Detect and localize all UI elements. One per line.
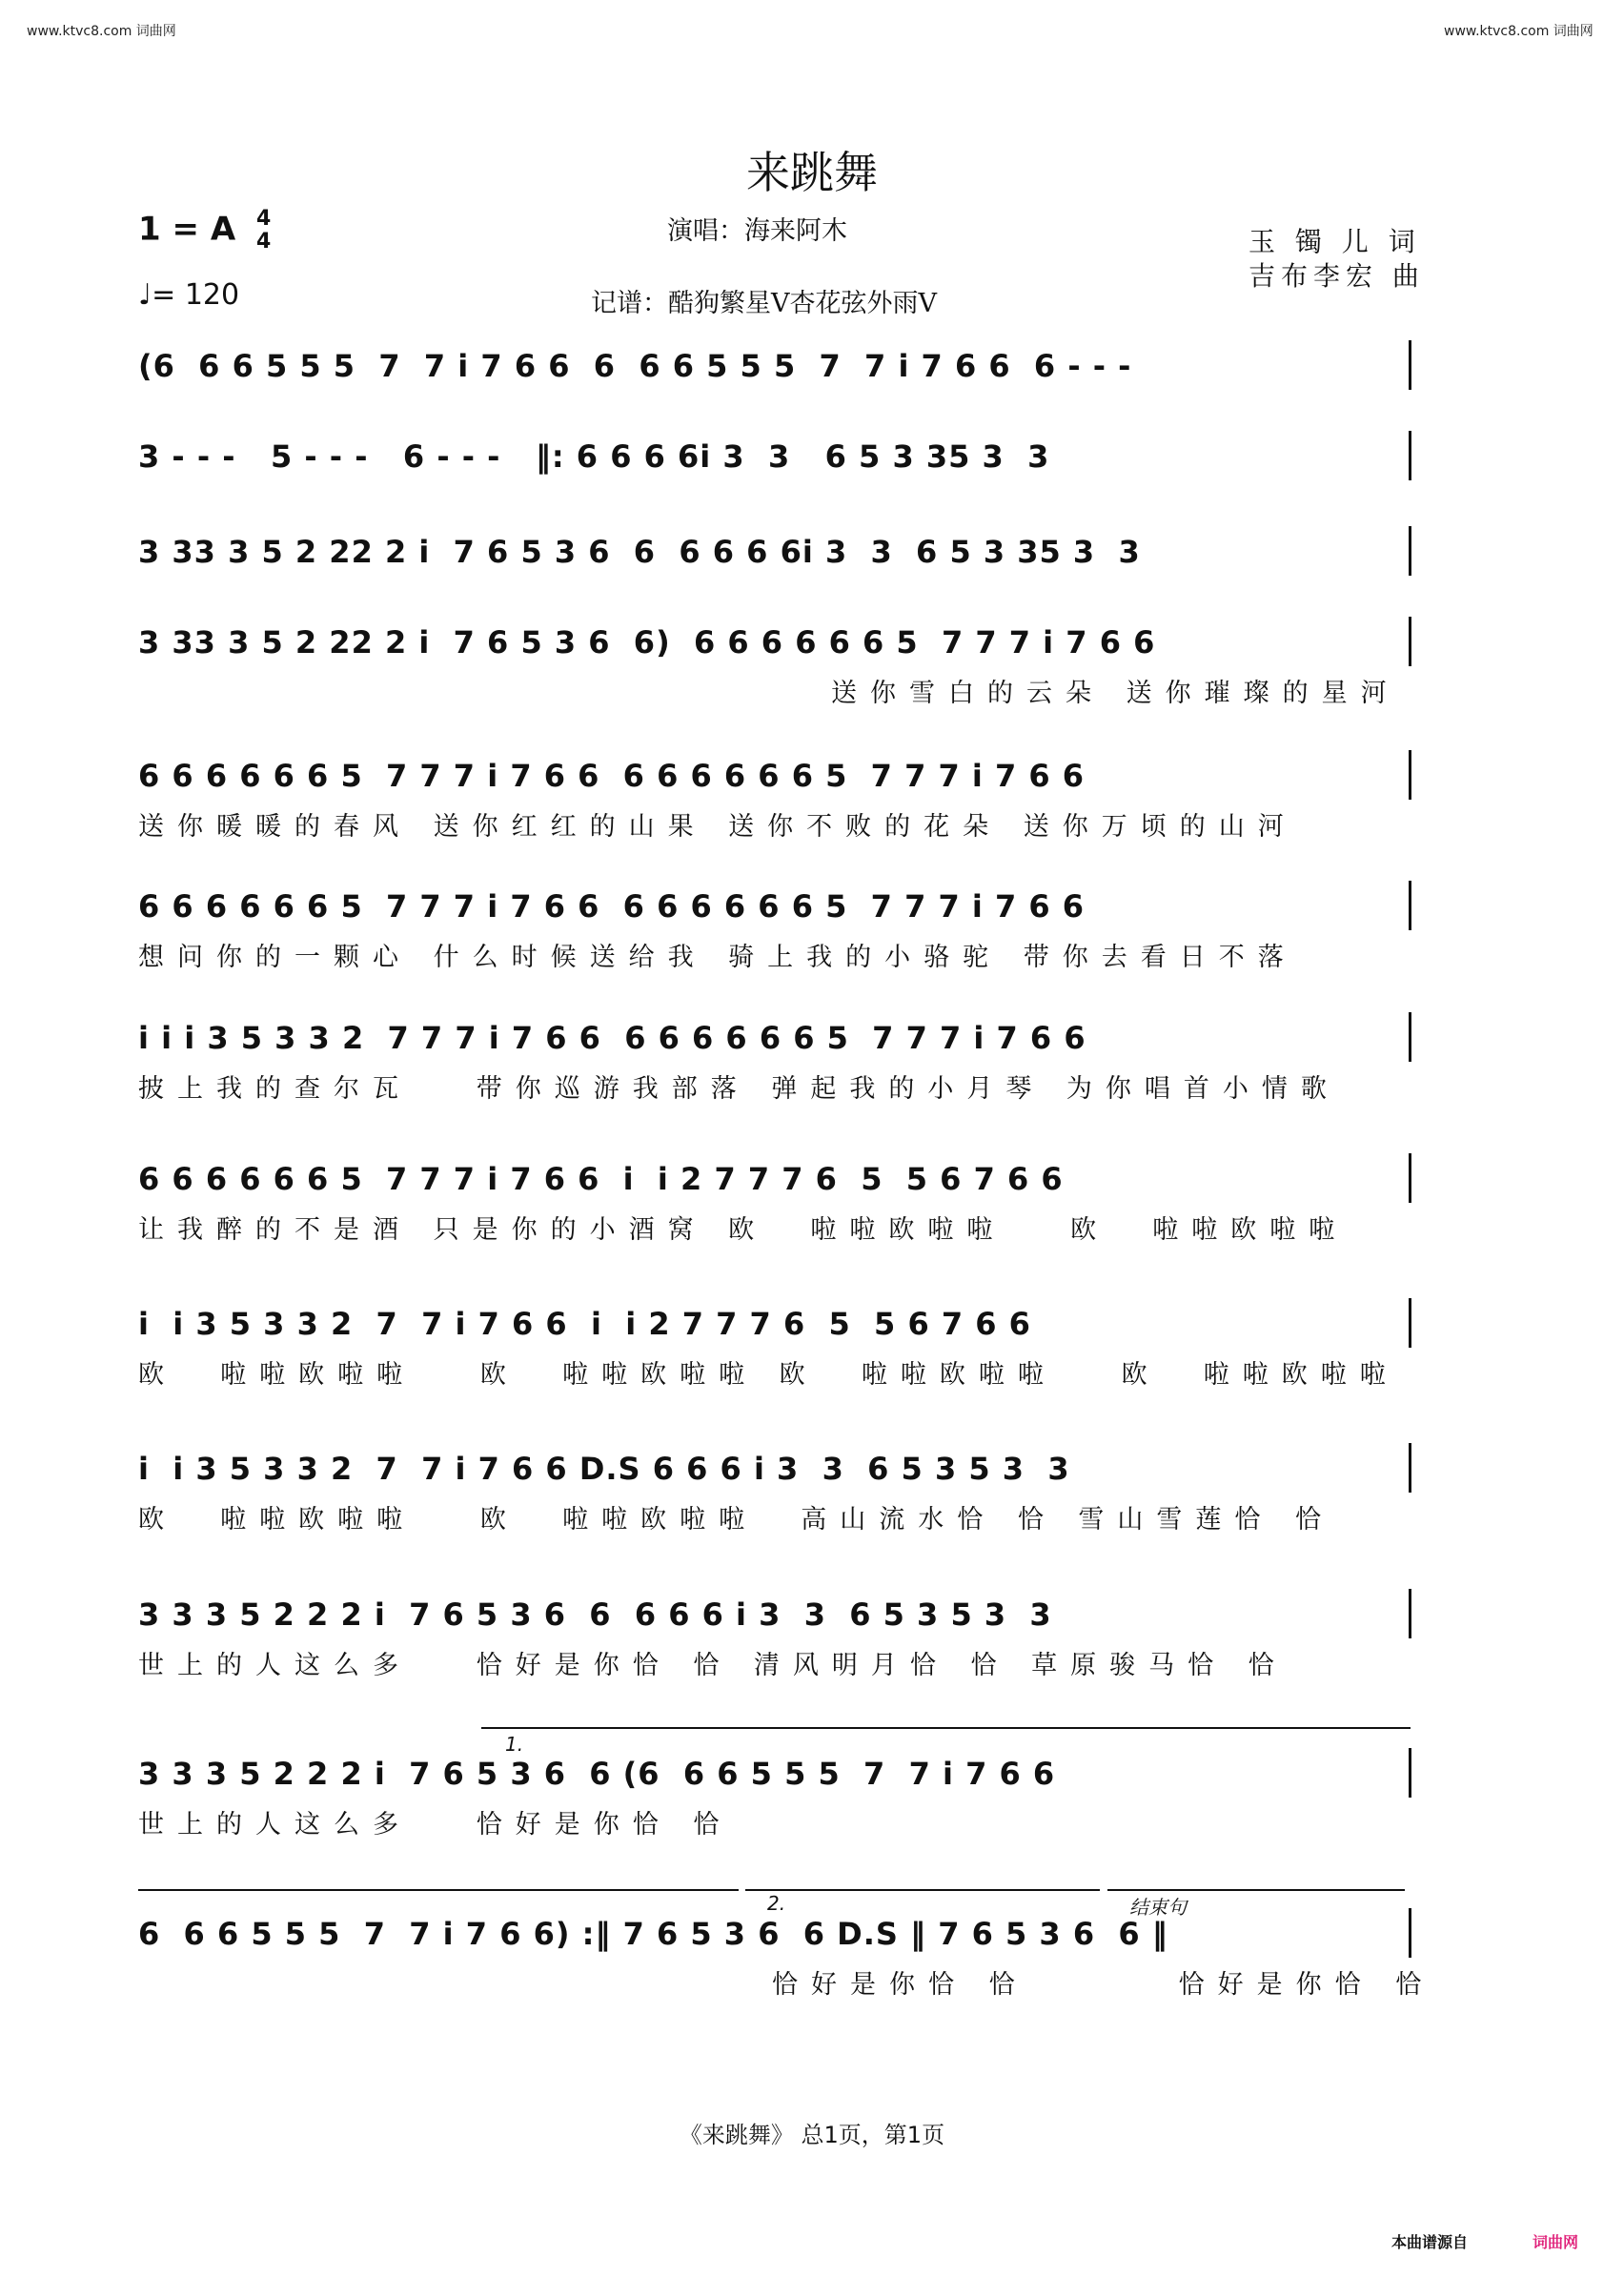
- lyrics-row: 送你暖暖的春风 送你红红的山果 送你不败的花朵 送你万顷的山河: [138, 812, 1297, 842]
- volta-first: 1.: [505, 1733, 524, 1756]
- lyrics-row: 世上的人这么多 恰好是你恰 恰 清风明月恰 恰 草原骏马恰 恰: [138, 1651, 1288, 1680]
- right-watermark-strip: [1609, 38, 1622, 2230]
- lyrics-row: 恰好是你恰 恰 恰好是你恰 恰: [772, 1970, 1435, 2000]
- notes-row: 3 33 3 5 2 22 2 i 7 6 5 3 6 6 6 6 6 6i 3 3 6 5 3 35 3 3: [138, 534, 1141, 570]
- composer-credit: 吉布李宏 曲: [1248, 260, 1425, 292]
- volta-ending-line: [1107, 1889, 1405, 1891]
- lyricist-credit: 玉 镯 儿 词: [1248, 226, 1421, 257]
- lyrics-row: 世上的人这么多 恰好是你恰 恰: [138, 1810, 733, 1840]
- barline: [1409, 340, 1411, 390]
- notes-row: 3 33 3 5 2 22 2 i 7 6 5 3 6 6) 6 6 6 6 6 6 5 7 7 7 i 7 6 6: [138, 624, 1156, 661]
- notes-row: 3 3 3 5 2 2 2 i 7 6 5 3 6 6 (6 6 6 5 5 5 7 7 i 7 6 6: [138, 1756, 1056, 1792]
- barline: [1409, 431, 1411, 480]
- tempo-marking: ♩= 120: [138, 278, 240, 312]
- lyrics-row: 送你雪白的云朵 送你璀璨的星河: [831, 679, 1400, 708]
- notes-row: 6 6 6 5 5 5 7 7 i 7 6 6) :‖ 7 6 5 3 6 6 D.S ‖ 7 6 5 3 6 6 ‖: [138, 1916, 1168, 1952]
- barline: [1409, 881, 1411, 930]
- recorder-credit: 记谱：酷狗繁星V杏花弦外雨V: [591, 289, 937, 318]
- time-signature: [256, 208, 271, 254]
- lyrics-row: 欧 啦啦欧啦啦 欧 啦啦欧啦啦 高山流水恰 恰 雪山雪莲恰 恰: [138, 1505, 1334, 1535]
- lyrics-row: 让我醉的不是酒 只是你的小酒窝 欧 啦啦欧啦啦 欧 啦啦欧啦啦: [138, 1215, 1349, 1245]
- notes-row: 3 3 3 5 2 2 2 i 7 6 5 3 6 6 6 6 6 i 3 3 6 5 3 5 3 3: [138, 1596, 1052, 1633]
- volta-ending: 结束句: [1129, 1896, 1187, 1919]
- lyrics-row: 想问你的一颗心 什么时候送给我 骑上我的小骆驼 带你去看日不落: [138, 943, 1297, 972]
- source-label: 本曲谱源自: [1391, 2233, 1469, 2251]
- barline: [1409, 1443, 1411, 1493]
- lyrics-row: 披上我的查尔瓦 带你巡游我部落 弹起我的小月琴 为你唱首小情歌: [138, 1074, 1340, 1104]
- page-footer: 《来跳舞》 总1页，第1页: [679, 2122, 945, 2148]
- barline: [1409, 526, 1411, 576]
- header-site-left: www.ktvc8.com 词曲网: [27, 24, 176, 39]
- barline: [1409, 1298, 1411, 1348]
- barline: [1409, 1153, 1411, 1203]
- volta-second: 2.: [767, 1892, 786, 1915]
- volta-first-line: [481, 1727, 1411, 1729]
- notes-row: i i 3 5 3 3 2 7 7 i 7 6 6 D.S 6 6 6 i 3 3 6 5 3 5 3 3: [138, 1451, 1070, 1487]
- left-watermark-strip: [2, 38, 15, 2230]
- singer-credit: 演唱：海来阿木: [667, 216, 847, 246]
- barline: [1409, 1589, 1411, 1638]
- notes-row: 6 6 6 6 6 6 5 7 7 7 i 7 6 6 i i 2 7 7 7 6 5 5 6 7 6 6: [138, 1161, 1064, 1197]
- barline: [1409, 617, 1411, 666]
- volta-second-line: [745, 1889, 1100, 1891]
- notes-row: i i 3 5 3 3 2 7 7 i 7 6 6 i i 2 7 7 7 6 5 5 6 7 6 6: [138, 1306, 1031, 1342]
- barline: [1409, 1012, 1411, 1062]
- barline: [1409, 750, 1411, 800]
- notes-row: 3 - - - 5 - - - 6 - - - ‖: 6 6 6 6i 3 3 6 5 3 35 3 3: [138, 438, 1050, 475]
- notes-row: 6 6 6 6 6 6 5 7 7 7 i 7 6 6 6 6 6 6 6 6 5 7 7 7 i 7 6 6: [138, 888, 1086, 925]
- time-top: 4: [255, 207, 272, 231]
- volta-first-line-cont: [138, 1889, 739, 1891]
- time-bottom: 4: [255, 230, 272, 254]
- notes-row: i i i 3 5 3 3 2 7 7 7 i 7 6 6 6 6 6 6 6 6 5 7 7 7 i 7 6 6: [138, 1020, 1086, 1056]
- lyrics-row: 欧 啦啦欧啦啦 欧 啦啦欧啦啦 欧 啦啦欧啦啦 欧 啦啦欧啦啦: [138, 1360, 1399, 1390]
- key-signature: [138, 208, 271, 254]
- barline: [1409, 1748, 1411, 1798]
- header-site-right: www.ktvc8.com 词曲网: [1444, 24, 1594, 39]
- notes-row: 6 6 6 6 6 6 5 7 7 7 i 7 6 6 6 6 6 6 6 6 5 7 7 7 i 7 6 6: [138, 758, 1086, 794]
- key-label: 1 = A: [138, 210, 236, 249]
- source-site: 词曲网: [1533, 2233, 1579, 2251]
- song-title: 来跳舞: [746, 147, 878, 198]
- barline: [1409, 1908, 1411, 1958]
- notes-row: (6 6 6 5 5 5 7 7 i 7 6 6 6 6 6 5 5 5 7 7 i 7 6 6 6 - - -: [138, 348, 1132, 384]
